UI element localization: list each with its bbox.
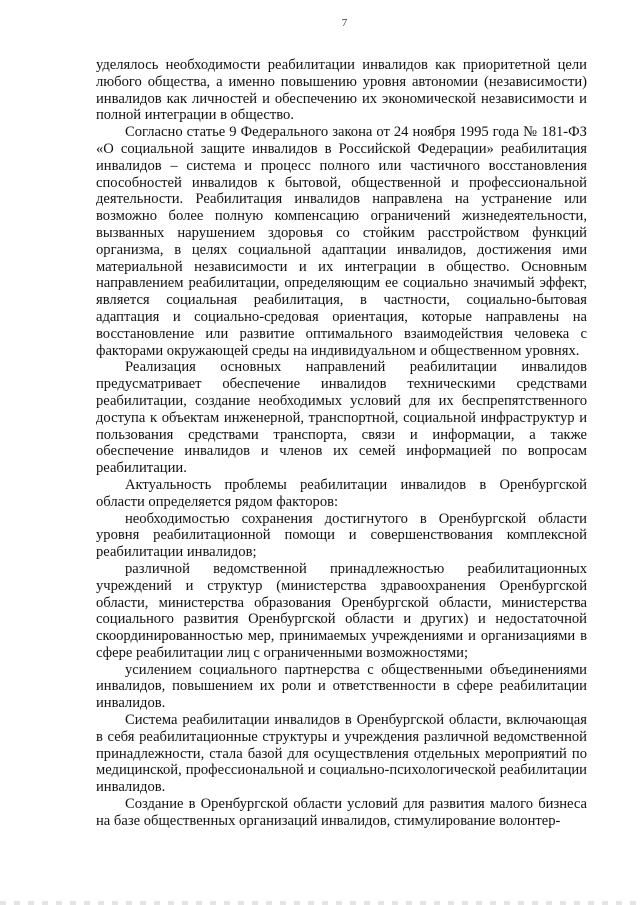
paragraph-system: Система реабилитации инвалидов в Оренбургской области, включающая в себя реабилитационные структуры и учреждения различной ведомственной принадлежности, стала базой для осуществления отдельных мероприятий по медицинской, профессиональной и социально-психологической реабилитации инвалидов. <box>96 712 587 796</box>
paragraph-continuation: уделялось необходимости реабилитации инвалидов как приоритетной цели любого общества, а именно повышению уровня автономии (независимости) инвалидов как личностей и обеспечению их экономической независимости и полной интеграции в общество. <box>96 57 587 124</box>
list-item-factor-2: различной ведомственной принадлежностью реабилитационных учреждений и структур (министерства здравоохранения Оренбургской области, министерства образования Оренбургской области, министерства социального развития Оренбургской области и других) и недостаточной скоординированностью мер, принимаемых учреждениями и организациями в сфере реабилитации лиц с ограниченными возможностями; <box>96 560 587 661</box>
page-number: 7 <box>341 17 348 29</box>
list-item-factor-1: необходимостью сохранения достигнутого в Оренбургской области уровня реабилитационной помощи и совершенствования комплексной реабилитации инвалидов; <box>96 510 587 561</box>
scan-footer-artifact <box>0 901 640 905</box>
paragraph-relevance: Актуальность проблемы реабилитации инвалидов в Оренбургской области определяется рядом факторов: <box>96 476 587 510</box>
paragraph-business: Создание в Оренбургской области условий для развития малого бизнеса на базе общественных организаций инвалидов, стимулирование волонтер- <box>96 796 587 829</box>
paragraph-law-reference: Согласно статье 9 Федерального закона от 24 ноября 1995 года № 181-ФЗ «О социальной защите инвалидов в Российской Федерации» реабилитация инвалидов – система и процесс полного или частичного восстановления способностей инвалидов к бытовой, общественной и профессиональной деятельности. Реабилитация инвалидов направлена на устранение или возможно более полную компенсацию ограничений жизнедеятельности, вызванных нарушением здоровья со стойким расстройством функций организма, в целях социальной адаптации инвалидов, достижения ими материальной независимости и их интеграции в общество. Основным направлением реабилитации, определяющим ее социально значимый эффект, является социальная реабилитация, в частности, социально-бытовая адаптация и социально-средовая ориентация, которые направлены на восстановление или развитие оптимального взаимодействия человека с факторами окружающей среды на индивидуальном и общественном уровнях. <box>96 124 587 359</box>
paragraph-implementation: Реализация основных направлений реабилитации инвалидов предусматривает обеспечение инвалидов техническими средствами реабилитации, создание необходимых условий для их беспрепятственного доступа к объектам инженерной, транспортной, социальной инфраструктур и пользования средствами транспорта, связи и информации, а также обеспечение инвалидов и членов их семей информацией по вопросам реабилитации. <box>96 359 587 477</box>
list-item-factor-3: усилением социального партнерства с общественными объединениями инвалидов, повышением их роли и ответственности в сфере реабилитации инвалидов. <box>96 661 587 712</box>
